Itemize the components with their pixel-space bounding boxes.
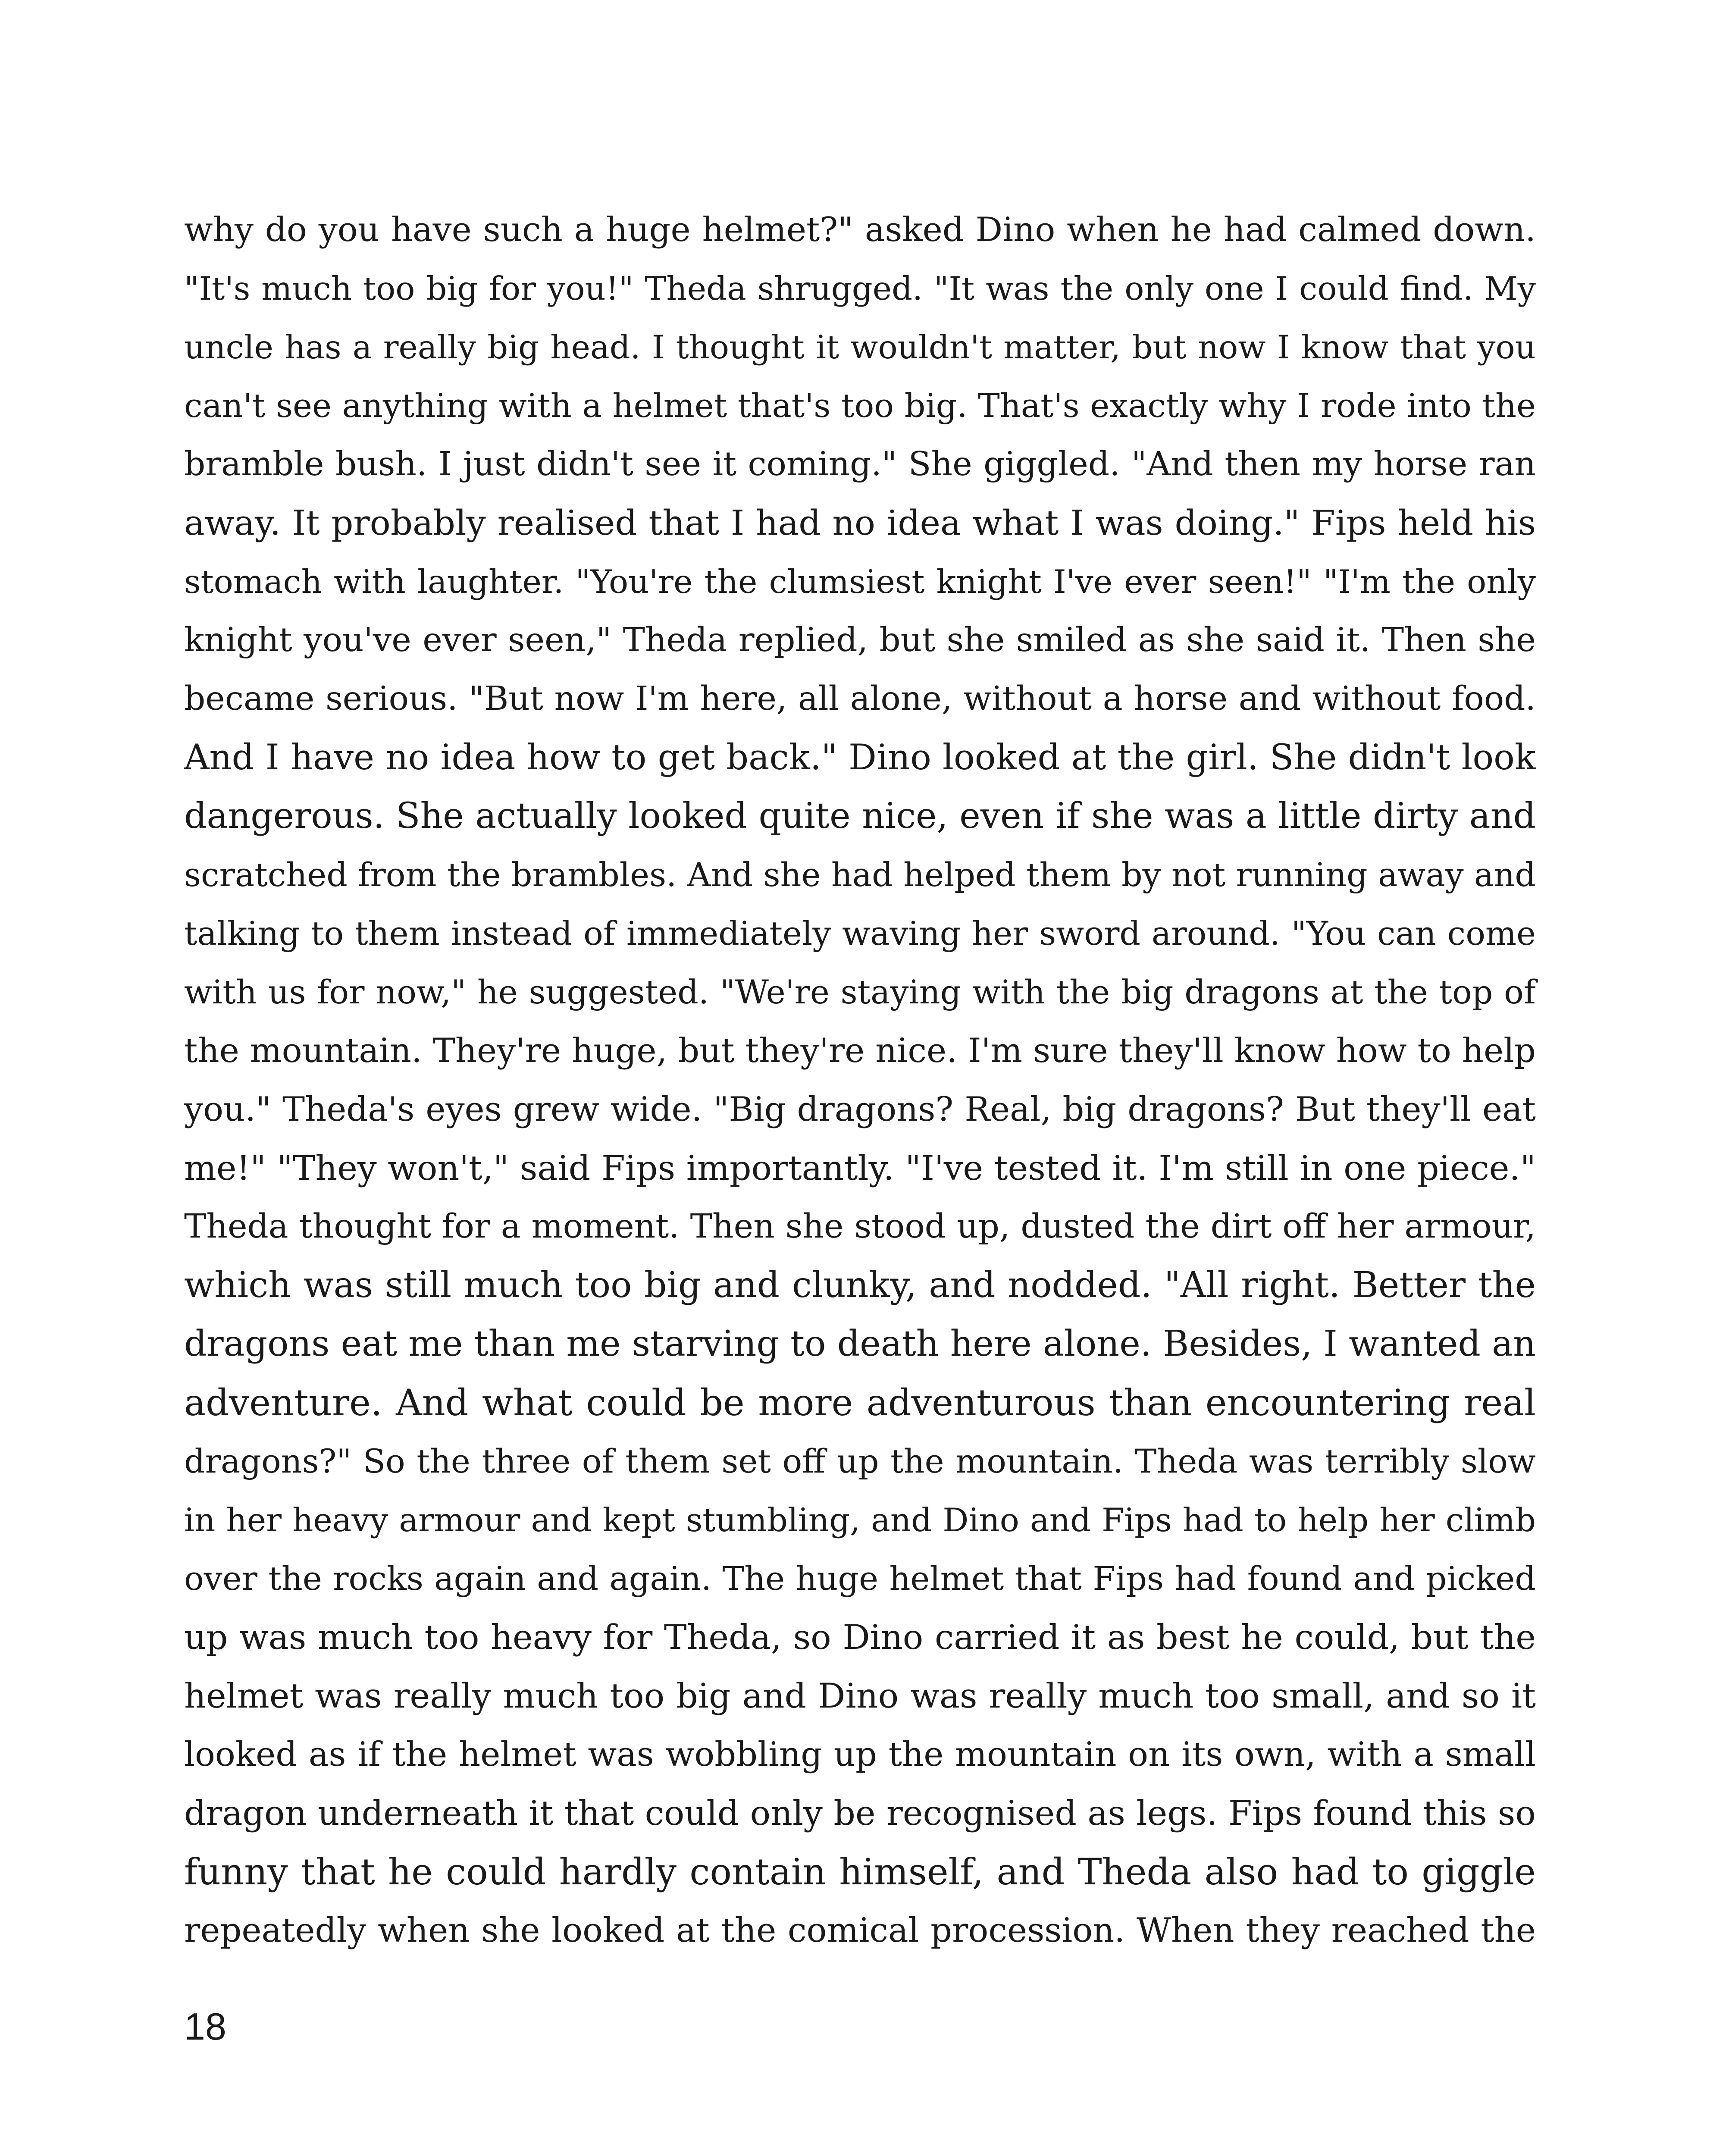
text-line: up was much too heavy for Theda, so Dino carried it as best he could, but the: [184, 1617, 1536, 1657]
text-line: in her heavy armour and kept stumbling, and Dino and Fips had to help her climb: [184, 1501, 1536, 1539]
text-line: which was still much too big and clunky, and nodded. "All right. Better the: [184, 1265, 1536, 1306]
text-line: dragon underneath it that could only be recognised as legs. Fips found this so: [184, 1793, 1536, 1833]
text-line: bramble bush. I just didn't see it coming." She giggled. "And then my horse ran: [184, 445, 1536, 483]
text-line: away. It probably realised that I had no idea what I was doing." Fips held his: [184, 503, 1536, 543]
text-line: funny that he could hardly contain himself, and Theda also had to giggle: [184, 1851, 1536, 1893]
text-line: dragons eat me than me starving to death here alone. Besides, I wanted an: [184, 1323, 1536, 1364]
text-line: helmet was really much too big and Dino was really much too small, and so it: [184, 1676, 1536, 1716]
text-line: "It's much too big for you!" Theda shrugged. "It was the only one I could find. My: [184, 270, 1536, 307]
text-line: looked as if the helmet was wobbling up the mountain on its own, with a small: [184, 1735, 1536, 1774]
page-number: 18: [184, 2005, 226, 2048]
text-line: you." Theda's eyes grew wide. "Big dragons? Real, big dragons? But they'll eat: [184, 1090, 1536, 1129]
text-line: scratched from the brambles. And she had helped them by not running away and: [184, 856, 1536, 894]
text-line: why do you have such a huge helmet?" asked Dino when he had calmed down.: [184, 210, 1536, 249]
text-line: dangerous. She actually looked quite nice, even if she was a little dirty and: [184, 796, 1536, 837]
text-line: with us for now," he suggested. "We're staying with the big dragons at the top of: [184, 973, 1536, 1011]
text-line: dragons?" So the three of them set off up the mountain. Theda was terribly slow: [184, 1442, 1536, 1480]
body-text: [184, 201, 1536, 1960]
text-line: can't see anything with a helmet that's too big. That's exactly why I rode into the: [184, 386, 1536, 425]
text-line: the mountain. They're huge, but they're nice. I'm sure they'll know how to help: [184, 1031, 1536, 1070]
text-line: And I have no idea how to get back." Dino looked at the girl. She didn't look: [184, 737, 1536, 778]
text-line: me!" "They won't," said Fips importantly. "I've tested it. I'm still in one piece.": [184, 1148, 1536, 1188]
text-line: knight you've ever seen," Theda replied, but she smiled as she said it. Then she: [184, 621, 1536, 659]
text-line: adventure. And what could be more adventurous than encountering real: [184, 1382, 1536, 1424]
text-line: over the rocks again and again. The huge helmet that Fips had found and picked: [184, 1559, 1536, 1598]
text-line: repeatedly when she looked at the comical procession. When they reached the: [184, 1911, 1536, 1950]
text-line: became serious. "But now I'm here, all alone, without a horse and without food.: [184, 680, 1536, 718]
text-line: uncle has a really big head. I thought it wouldn't matter, but now I know that you: [184, 328, 1536, 366]
text-line: Theda thought for a moment. Then she stood up, dusted the dirt off her armour,: [184, 1207, 1536, 1246]
text-line: talking to them instead of immediately waving her sword around. "You can come: [184, 914, 1536, 953]
text-line: stomach with laughter. "You're the clumsiest knight I've ever seen!" "I'm the only: [184, 563, 1536, 601]
